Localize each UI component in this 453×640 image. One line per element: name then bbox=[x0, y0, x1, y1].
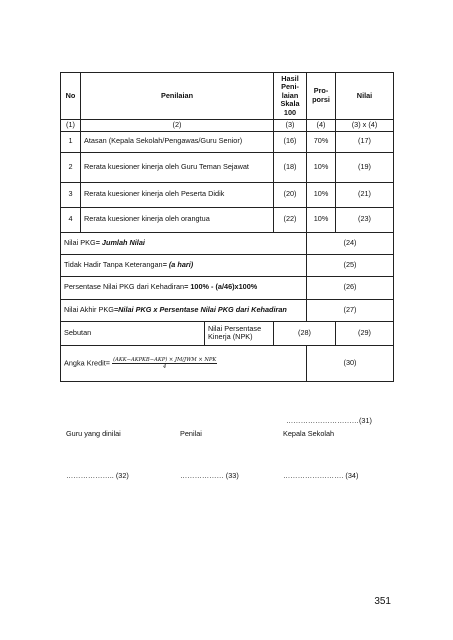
row-no: 3 bbox=[61, 182, 81, 207]
index-cell: (2) bbox=[81, 120, 274, 132]
table-row bbox=[61, 131, 394, 152]
row-nilai: (21) bbox=[336, 182, 394, 207]
row-nilai: (17) bbox=[336, 131, 394, 152]
row-proporsi: 10% bbox=[307, 152, 336, 182]
row-no: 1 bbox=[61, 131, 81, 152]
page-number: 351 bbox=[374, 596, 391, 607]
nilai-akhir-label: Nilai Akhir PKG bbox=[64, 304, 114, 314]
row-hasil: (16) bbox=[274, 131, 307, 152]
header-penilaian: Penilaian bbox=[81, 73, 274, 120]
angka-kredit-label-cell bbox=[61, 345, 307, 381]
nilai-pkg-label-cell bbox=[61, 232, 307, 254]
row-hasil: (22) bbox=[274, 207, 307, 232]
persentase-formula: = 100% - (a/46)x100% bbox=[184, 282, 258, 292]
angka-kredit-label: Angka Kredit= bbox=[64, 358, 111, 368]
nilai-pkg-label: Nilai PKG bbox=[64, 237, 96, 247]
penilai-label: Penilai bbox=[180, 429, 202, 438]
table-row bbox=[61, 152, 394, 182]
date-line: …………………………(31) bbox=[286, 416, 372, 425]
kepsek-label: Kepala Sekolah bbox=[283, 429, 335, 438]
nilai-akhir-formula: =Nilai PKG x Persentase Nilai PKG dari Kehadiran bbox=[113, 304, 287, 314]
persentase-row bbox=[61, 276, 394, 299]
row-proporsi: 70% bbox=[307, 131, 336, 152]
persentase-label-cell bbox=[61, 276, 307, 299]
sebutan-value: (28) bbox=[274, 321, 336, 345]
index-cell: (4) bbox=[307, 120, 336, 132]
guru-label: Guru yang dinilai bbox=[66, 429, 121, 438]
header-hasil: Hasil Peni- laian Skala 100 bbox=[274, 73, 307, 120]
tidak-hadir-value: (25) bbox=[307, 254, 394, 276]
index-cell: (1) bbox=[61, 120, 81, 132]
assessment-table bbox=[60, 72, 394, 382]
table-row bbox=[61, 207, 394, 232]
angka-kredit-value: (30) bbox=[307, 345, 394, 381]
table-row bbox=[61, 182, 394, 207]
index-row bbox=[61, 120, 394, 132]
tidak-hadir-label: Tidak Hadir Tanpa Keterangan bbox=[64, 259, 163, 269]
row-description: Rerata kuesioner kinerja oleh Peserta Didik bbox=[81, 182, 274, 207]
guru-signature-line: ……………….. (32) bbox=[66, 471, 129, 480]
row-no: 2 bbox=[61, 152, 81, 182]
nilai-pkg-formula: = Jumlah Nilai bbox=[95, 237, 145, 247]
row-proporsi: 10% bbox=[307, 207, 336, 232]
tidak-hadir-formula: = (a hari) bbox=[162, 259, 194, 269]
row-nilai: (19) bbox=[336, 152, 394, 182]
nilai-akhir-value: (27) bbox=[307, 299, 394, 321]
row-description: Rerata kuesioner kinerja oleh Guru Teman Sejawat bbox=[81, 152, 274, 182]
formula-numerator: (AKK−AKPKB−AKP) × JM/JWM × NPK bbox=[113, 356, 217, 363]
tidak-hadir-label-cell bbox=[61, 254, 307, 276]
row-no: 4 bbox=[61, 207, 81, 232]
npk-label: Nilai Persentase Kinerja (NPK) bbox=[205, 321, 274, 345]
index-cell: (3) x (4) bbox=[336, 120, 394, 132]
table-header-row bbox=[61, 73, 394, 120]
npk-value: (29) bbox=[336, 321, 394, 345]
row-nilai: (23) bbox=[336, 207, 394, 232]
header-no: No bbox=[61, 73, 81, 120]
row-description: Atasan (Kepala Sekolah/Pengawas/Guru Senior) bbox=[81, 131, 274, 152]
nilai-akhir-label-cell bbox=[61, 299, 307, 321]
kepsek-signature-line: ……………………. (34) bbox=[283, 471, 359, 480]
persentase-label: Persentase Nilai PKG dari Kehadiran bbox=[64, 282, 185, 292]
angka-kredit-row bbox=[61, 345, 394, 381]
nilai-pkg-row bbox=[61, 232, 394, 254]
persentase-value: (26) bbox=[307, 276, 394, 299]
formula-denominator: 4 bbox=[163, 363, 167, 370]
row-proporsi: 10% bbox=[307, 182, 336, 207]
header-nilai: Nilai bbox=[336, 73, 394, 120]
row-hasil: (20) bbox=[274, 182, 307, 207]
index-cell: (3) bbox=[274, 120, 307, 132]
row-description: Rerata kuesioner kinerja oleh orangtua bbox=[81, 207, 274, 232]
tidak-hadir-row bbox=[61, 254, 394, 276]
sebutan-label: Sebutan bbox=[61, 321, 205, 345]
sebutan-row bbox=[61, 321, 394, 345]
nilai-akhir-row bbox=[61, 299, 394, 321]
header-proporsi: Pro- porsi bbox=[307, 73, 336, 120]
row-hasil: (18) bbox=[274, 152, 307, 182]
angka-kredit-formula bbox=[112, 357, 217, 370]
penilai-signature-line: ……………… (33) bbox=[180, 471, 239, 480]
nilai-pkg-value: (24) bbox=[307, 232, 394, 254]
